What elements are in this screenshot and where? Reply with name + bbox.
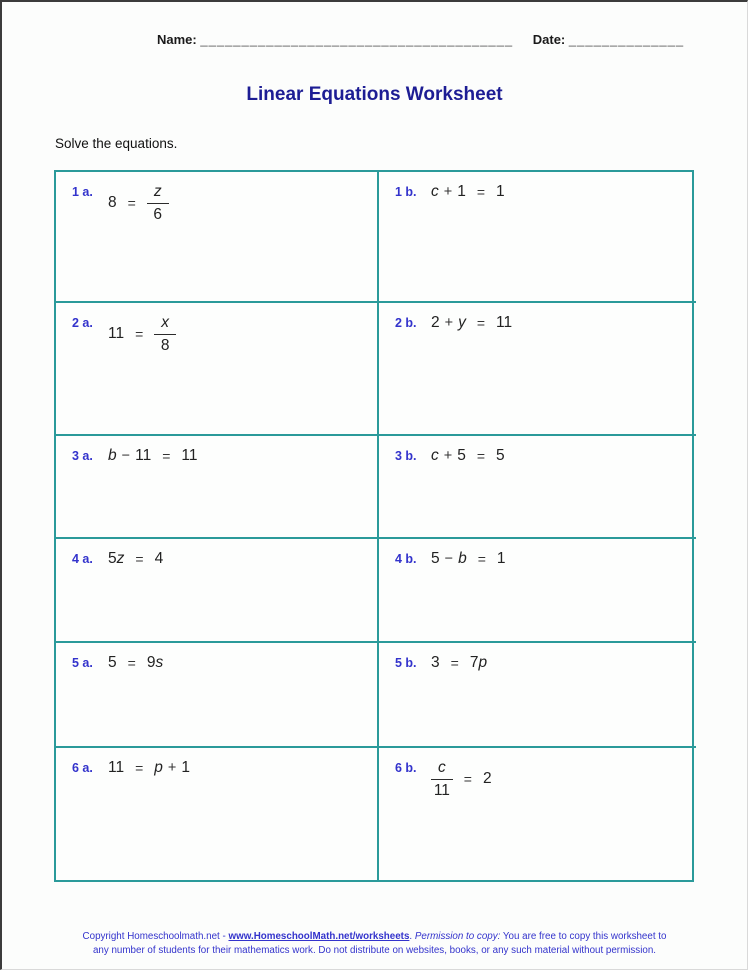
fraction xyxy=(154,314,176,355)
problem-cell-3a xyxy=(56,434,377,537)
permission-to-copy-label: Permission to copy: xyxy=(414,930,501,942)
problem-label: 5 a. xyxy=(72,656,93,670)
name-date-header xyxy=(157,32,684,47)
page-title: Linear Equations Worksheet xyxy=(246,84,503,105)
equals-sign: = xyxy=(476,315,486,331)
problem-cell-5a xyxy=(56,641,377,746)
date-blank-line: ______________ xyxy=(568,32,685,47)
problem-cell-4b xyxy=(377,537,696,641)
number: 8 xyxy=(108,194,117,212)
fraction xyxy=(147,183,169,224)
variable: y xyxy=(458,314,466,331)
problem-label: 1 b. xyxy=(395,185,417,199)
number: 11 xyxy=(108,325,125,343)
problem-label: 6 b. xyxy=(395,761,417,775)
fraction-denominator: 11 xyxy=(433,781,450,799)
problem-label: 2 a. xyxy=(72,316,93,330)
name-label: Name: xyxy=(157,32,197,47)
variable: p xyxy=(154,759,163,776)
problem-cell-1a xyxy=(56,172,377,301)
number: 11 xyxy=(181,447,198,464)
instructions-text: Solve the equations. xyxy=(55,136,178,151)
number: 11 xyxy=(135,447,152,464)
equals-sign: = xyxy=(135,760,144,776)
number: 11 xyxy=(108,759,125,776)
equals-sign: = xyxy=(162,448,171,464)
equals-sign: = xyxy=(477,551,486,567)
equation xyxy=(431,759,492,800)
copyright-footer xyxy=(75,930,675,959)
fraction-numerator: c xyxy=(431,759,453,780)
fraction xyxy=(431,759,453,800)
number: 9 xyxy=(146,654,156,671)
equals-sign: = xyxy=(476,448,486,464)
after-link-text: . xyxy=(409,930,415,942)
equation xyxy=(431,654,487,672)
number: 1 xyxy=(496,550,506,567)
variable: c xyxy=(431,447,439,464)
problem-label: 6 a. xyxy=(72,761,93,775)
number: 1 xyxy=(496,183,505,200)
number: 1 xyxy=(181,759,190,776)
variable: b xyxy=(108,447,117,464)
variable: s xyxy=(155,654,164,671)
worksheets-link[interactable]: www.HomeschoolMath.net/worksheets xyxy=(228,930,410,942)
problem-cell-4a xyxy=(56,537,377,641)
problem-cell-2a xyxy=(56,301,377,434)
operator: + xyxy=(167,760,177,776)
variable: c xyxy=(431,183,439,200)
problem-cell-5b xyxy=(377,641,696,746)
number: 5 xyxy=(108,550,117,567)
fraction-denominator: 8 xyxy=(160,336,170,354)
problem-cell-6b xyxy=(377,746,696,880)
equation xyxy=(431,183,505,201)
number: 5 xyxy=(496,447,505,464)
number: 1 xyxy=(457,183,466,200)
equals-sign: = xyxy=(476,184,486,200)
problem-cell-1b xyxy=(377,172,696,301)
number: 11 xyxy=(496,314,513,331)
problem-label: 4 a. xyxy=(72,552,93,566)
operator: + xyxy=(443,184,453,200)
equation xyxy=(108,550,163,568)
equation xyxy=(108,183,169,224)
number: 5 xyxy=(457,447,466,464)
operator: − xyxy=(444,551,454,567)
problem-label: 3 b. xyxy=(395,449,417,463)
fraction-denominator: 6 xyxy=(153,205,162,223)
equation xyxy=(108,447,197,465)
equation xyxy=(431,550,506,568)
equals-sign: = xyxy=(127,655,136,671)
copyright-text: Copyright Homeschoolmath.net - xyxy=(82,930,229,942)
fraction-numerator: x xyxy=(154,314,176,335)
equals-sign: = xyxy=(127,195,136,212)
number: 5 xyxy=(108,654,117,671)
number: 2 xyxy=(431,314,440,331)
equation xyxy=(431,314,512,332)
problem-label: 5 b. xyxy=(395,656,417,670)
operator: + xyxy=(444,315,454,331)
name-blank-line: ______________________________________ xyxy=(200,32,514,47)
number: 4 xyxy=(154,550,164,567)
operator: − xyxy=(121,448,131,464)
operator: + xyxy=(443,448,453,464)
date-label: Date: xyxy=(532,32,566,47)
variable: b xyxy=(458,550,467,567)
equals-sign: = xyxy=(135,326,144,343)
equation xyxy=(108,759,190,777)
problem-label: 4 b. xyxy=(395,552,417,566)
number: 5 xyxy=(431,550,440,567)
equation xyxy=(108,654,163,672)
number: 2 xyxy=(482,770,492,788)
permission-text: You are free to copy this worksheet to any number of students for their mathematics work. Do not distribute on websites, books, or any such material without permission. xyxy=(92,930,667,957)
fraction-numerator: z xyxy=(147,183,169,204)
equals-sign: = xyxy=(135,551,144,567)
problem-label: 3 a. xyxy=(72,449,93,463)
equals-sign: = xyxy=(463,771,472,788)
equals-sign: = xyxy=(450,655,459,671)
equation xyxy=(108,314,176,355)
problem-cell-3b xyxy=(377,434,696,537)
equation xyxy=(431,447,505,465)
number: 7 xyxy=(469,654,479,671)
problem-label: 1 a. xyxy=(72,185,93,199)
variable: z xyxy=(116,550,125,567)
problem-cell-2b xyxy=(377,301,696,434)
problems-table xyxy=(54,170,694,882)
problem-label: 2 b. xyxy=(395,316,417,330)
problem-cell-6a xyxy=(56,746,377,880)
variable: p xyxy=(478,654,488,671)
number: 3 xyxy=(431,654,440,671)
